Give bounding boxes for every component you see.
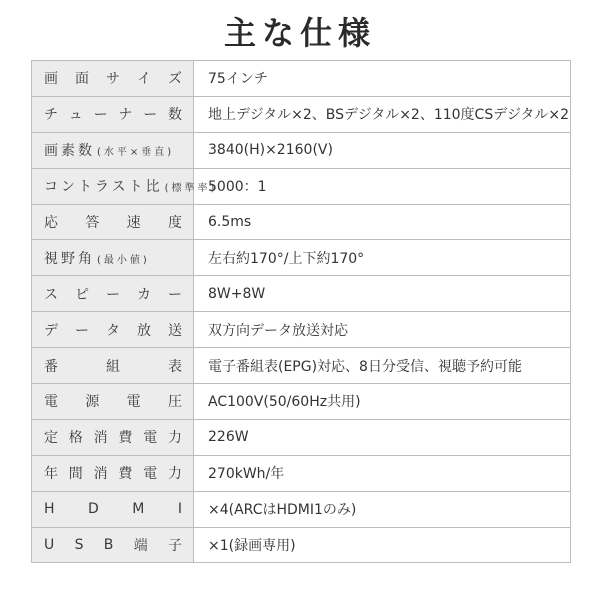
spec-label-cell (32, 132, 194, 168)
spec-row (32, 312, 571, 348)
spec-value: 6.5ms (194, 204, 571, 240)
spec-label-cell (32, 61, 194, 97)
spec-label-note: (最小値) (97, 254, 150, 266)
spec-label: コントラスト比 (44, 179, 163, 196)
page-title: 主な仕様 (223, 14, 376, 52)
spec-value: AC100V(50/60Hz共用) (194, 384, 571, 420)
spec-value: 8W+8W (194, 276, 571, 312)
spec-label-cell (32, 527, 194, 563)
spec-label: H D M I (44, 501, 182, 518)
spec-label: ス ピ ー カ ー (44, 286, 182, 303)
spec-label: 番 組 表 (44, 358, 182, 375)
spec-label: 画素数 (44, 143, 95, 160)
spec-row (32, 240, 571, 276)
spec-label-cell (32, 168, 218, 204)
spec-label-cell (32, 240, 194, 276)
spec-label-cell (32, 419, 194, 455)
spec-label-cell (32, 384, 194, 420)
spec-label-cell (32, 312, 194, 348)
spec-value: 270kWh/年 (194, 455, 571, 491)
spec-row (32, 96, 571, 132)
spec-value: 75インチ (194, 61, 571, 97)
spec-label: 年 間 消 費 電 力 (44, 466, 182, 483)
spec-value: 226W (194, 419, 571, 455)
spec-label: デ ー タ 放 送 (44, 322, 182, 339)
spec-value: 地上デジタル×2、BSデジタル×2、110度CSデジタル×2 (194, 96, 571, 132)
spec-row (32, 348, 571, 384)
spec-label-cell (32, 348, 194, 384)
spec-value: 双方向データ放送対応 (194, 312, 571, 348)
spec-label: 画 面 サ イ ズ (44, 71, 182, 88)
spec-label: 定 格 消 費 電 力 (44, 430, 182, 447)
spec-label-note: (標準率) (164, 183, 218, 195)
spec-label: 視野角 (44, 250, 95, 267)
spec-label: 応 答 速 度 (44, 215, 182, 231)
spec-value: 5000：1 (194, 168, 571, 204)
spec-value: 左右約170°/上下約170° (194, 240, 571, 276)
spec-label-note: (水平×垂直) (97, 147, 175, 159)
spec-label: U S B 端 子 (44, 537, 182, 555)
spec-row (32, 204, 571, 240)
spec-row (32, 455, 571, 491)
spec-row (32, 419, 571, 455)
spec-label-cell (32, 491, 194, 527)
spec-label: チ ュ ー ナ ー 数 (44, 107, 182, 124)
spec-row (32, 61, 571, 97)
spec-row (32, 491, 571, 527)
spec-label-cell (32, 276, 194, 312)
spec-label-cell (32, 96, 194, 132)
spec-row (32, 527, 571, 563)
spec-row (32, 168, 571, 204)
spec-row (32, 384, 571, 420)
spec-value: 電子番組表(EPG)対応、8日分受信、視聴予約可能 (194, 348, 571, 384)
spec-row (32, 276, 571, 312)
spec-table (31, 60, 571, 563)
spec-label-cell (32, 204, 194, 240)
spec-value: 3840(H)×2160(V) (194, 132, 571, 168)
spec-label-cell (32, 455, 194, 491)
spec-value: ×4(ARCはHDMI1のみ) (194, 491, 571, 527)
spec-label: 電 源 電 圧 (44, 394, 182, 411)
spec-row (32, 132, 571, 168)
spec-value: ×1(録画専用) (194, 527, 571, 563)
